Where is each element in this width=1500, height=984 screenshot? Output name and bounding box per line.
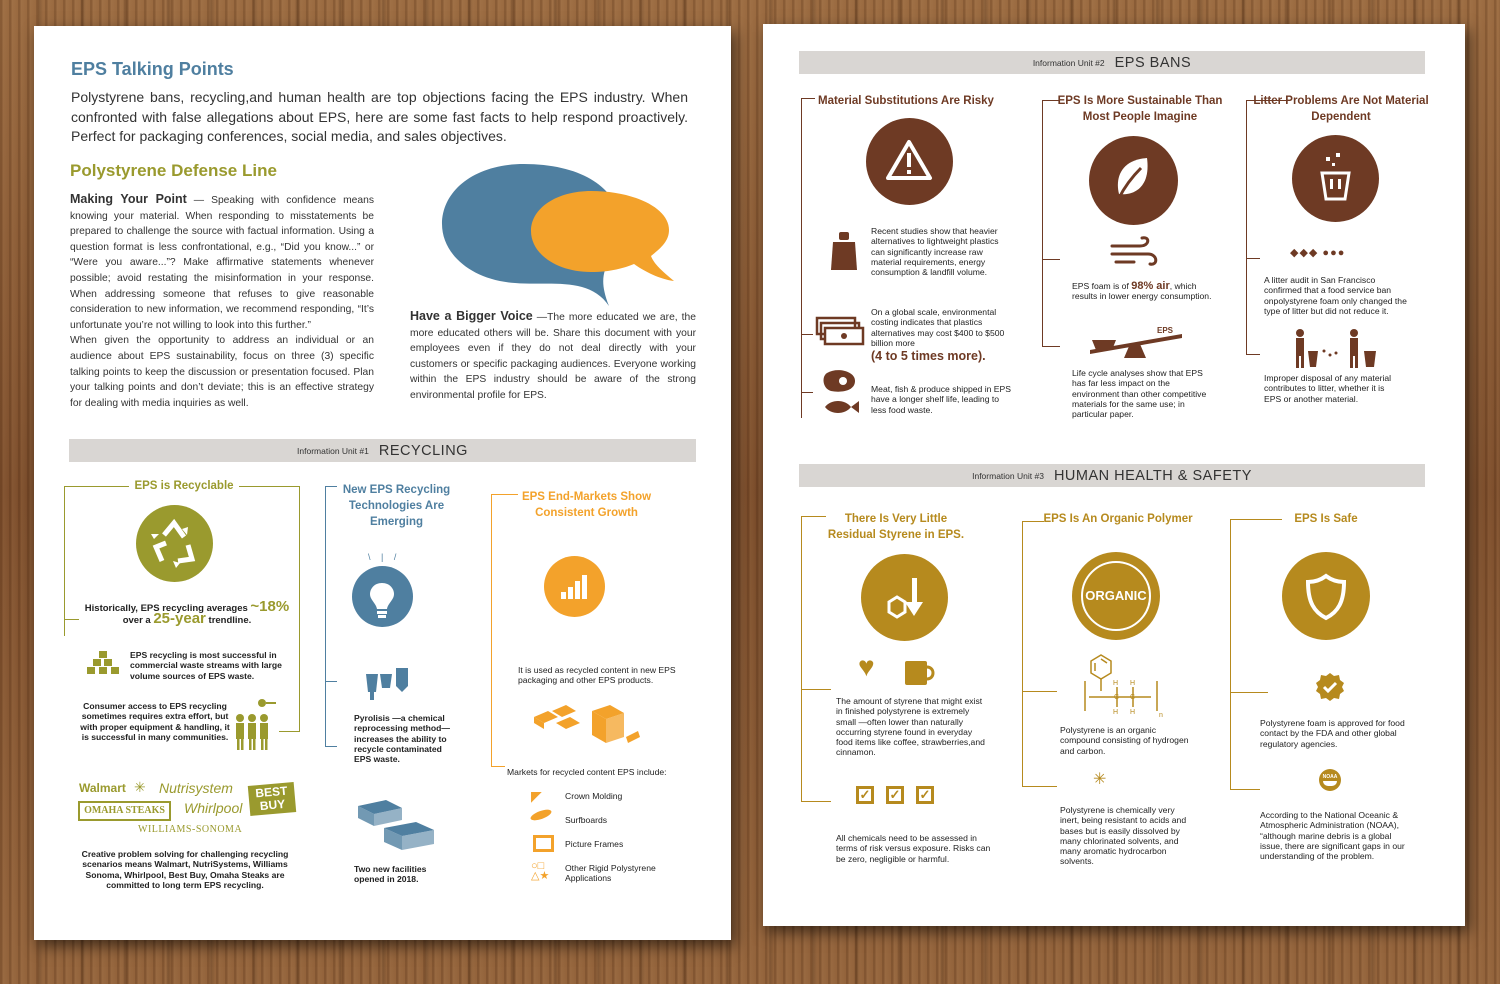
shield-icon bbox=[1282, 552, 1370, 640]
logo-bestbuy: BEST BUY bbox=[248, 782, 296, 816]
frame-line bbox=[279, 731, 300, 732]
check-icon: ✓ bbox=[916, 786, 934, 804]
frame-line bbox=[801, 392, 813, 393]
frame-line bbox=[1022, 521, 1044, 522]
spark-icon: ✳ bbox=[134, 779, 146, 795]
unit1-title: RECYCLING bbox=[378, 442, 468, 459]
page-title: EPS Talking Points bbox=[71, 59, 234, 79]
fact2-big: (4 to 5 times more). bbox=[871, 349, 986, 364]
svg-text:H: H bbox=[1113, 680, 1119, 687]
frame-line bbox=[1230, 519, 1282, 520]
bigger-voice-heading: Have a Bigger Voice bbox=[410, 309, 533, 323]
health-col2-heading: EPS Is An Organic Polymer bbox=[1043, 513, 1193, 525]
frame-line bbox=[239, 486, 299, 487]
col2-heading: New EPS Recycling Technologies Are Emerging bbox=[342, 484, 451, 528]
surfboard-icon bbox=[529, 807, 552, 822]
health-col2-fact2: Polystyrene is chemically very inert, being resistant to acids and bases but is easily dissolved by many chlorinated solvents, and many aromatic hydrocarbon solvents. bbox=[1060, 805, 1187, 867]
packaging-blocks-icon bbox=[532, 701, 642, 746]
frame-line bbox=[1022, 691, 1057, 692]
organic-label: ORGANIC bbox=[1085, 588, 1147, 603]
facilities-icon bbox=[356, 798, 436, 853]
frame-line bbox=[491, 494, 492, 766]
unit2-small: Information Unit #2 bbox=[1032, 57, 1105, 68]
styrene-down-icon bbox=[861, 554, 948, 641]
svg-text:H: H bbox=[1130, 680, 1136, 687]
frame-line bbox=[1230, 692, 1268, 693]
recycle-icon bbox=[136, 505, 213, 582]
fact2-text: On a global scale, environmental costing indicates that plastics alternatives may cost $400 to $500 billion more bbox=[871, 307, 1005, 348]
frame-line bbox=[801, 801, 831, 802]
unit3-title: HUMAN HEALTH & SAFETY bbox=[1053, 467, 1252, 484]
making-point-body2: When given the opportunity to address an individual or an audience about EPS sustainability, focus on three (3) specific talking points to keep the discussion or presentation focused. Plan your talking points and don’t deviate; this is an effective strategy for dealing with media inquiries as well. bbox=[70, 335, 374, 409]
speech-bubbles-icon bbox=[439, 156, 674, 316]
stat-big1: ~18% bbox=[250, 598, 290, 615]
market-item: Other Rigid Polystyrene Applications bbox=[565, 863, 656, 884]
frame-line bbox=[1246, 258, 1260, 259]
unit1-bar bbox=[69, 439, 696, 462]
health-col3-fact2: According to the National Oceanic & Atmospheric Administration (NOAA), “although marine debris is a global issue, there are significant gaps in our understanding of the problem. bbox=[1260, 810, 1405, 862]
making-point-body: — Speaking with confidence means knowing your material. When responding to misstatements be prepared to challenge the source with factual information. Using a question format is less confrontational, e.g., “Did you know...” or “Were you aware...”? Make affirmative statements whenever possible; avoid restating the misinformation in your response. When addressing someone that refuses to give reasonable consideration to new information, we recommend responding, “It’s unfortunate you’re not willing to look into this further.” bbox=[70, 195, 375, 331]
col2-fact2: Two new facilities opened in 2018. bbox=[354, 864, 427, 885]
frame-line bbox=[1022, 786, 1057, 787]
growth-chart-icon bbox=[544, 556, 605, 617]
frame-line bbox=[1246, 354, 1260, 355]
col3-fact1: It is used as recycled content in new EPS packaging and other EPS products. bbox=[518, 665, 676, 686]
bans-col1-fact1: Recent studies show that heavier alternatives to lightweight plastics can significantly increase raw material requirements, energy consumption & landfill volume. bbox=[871, 226, 999, 278]
frame-line bbox=[1022, 521, 1023, 786]
health-col1-fact1: The amount of styrene that might exist in finished polystyrene is extremely small —often lower than naturally occurring styrene found in everyday food items like coffee, strawberries,and cinnamon. bbox=[836, 696, 985, 758]
stat-big2: 25-year bbox=[153, 610, 206, 628]
svg-text:C: C bbox=[1130, 694, 1136, 701]
bans-col2-fact1 bbox=[1072, 281, 1217, 302]
intro-paragraph: Polystyrene bans, recycling,and human health are top objections facing the EPS industry. When confronted with false allegations about EPS, here are some fast facts to help respond proactively. Perfect for packaging conferences, social media, and sales objectives. bbox=[71, 89, 688, 144]
rigid-shapes-icon: ○□ △★ bbox=[531, 860, 550, 882]
frame-line bbox=[1042, 346, 1060, 347]
air-wind-icon bbox=[1110, 236, 1158, 272]
approved-seal-icon bbox=[1315, 672, 1345, 702]
scale-label: EPS bbox=[1157, 326, 1174, 335]
unit3-bar bbox=[799, 464, 1425, 487]
stat-mid: over a bbox=[122, 615, 154, 627]
frame-line bbox=[64, 619, 79, 620]
page-left bbox=[34, 26, 731, 940]
fact1-post: , which results in lower energy consumption. bbox=[1072, 281, 1212, 302]
people-disposal-icon bbox=[1292, 329, 1382, 369]
bans-col2-fact2: Life cycle analyses show that EPS has far less impact on the environment than other competitive materials for the same use; in particular paper. bbox=[1072, 368, 1207, 420]
fact1-pre: EPS foam is of bbox=[1072, 281, 1132, 291]
market-item: Surfboards bbox=[565, 815, 608, 825]
unit3-small: Information Unit #3 bbox=[972, 470, 1044, 481]
logo-whirlpool: Whirlpool bbox=[184, 800, 243, 816]
bans-col1-fact3: Meat, fish & produce shipped in EPS have a longer shelf life, leading to less food waste. bbox=[871, 384, 1011, 415]
logo-walmart: Walmart bbox=[79, 781, 126, 795]
col1-stat bbox=[82, 598, 292, 628]
logo-nutrisystem: Nutrisystem bbox=[159, 780, 233, 796]
unit2-title: EPS BANS bbox=[1114, 54, 1192, 71]
check-icon: ✓ bbox=[856, 786, 874, 804]
noaa-label: NOAA bbox=[1322, 774, 1338, 780]
bans-col2-heading: EPS Is More Sustainable Than Most People Imagine bbox=[1057, 95, 1223, 123]
bans-col3-fact1: A litter audit in San Francisco confirmed that a food service ban onpolystyrene foam only changed the type of litter but did not reduce it. bbox=[1264, 275, 1407, 316]
warning-icon bbox=[866, 118, 953, 205]
money-stack-icon bbox=[815, 316, 865, 348]
svg-text:H: H bbox=[1113, 709, 1119, 716]
bans-col1-heading: Material Substitutions Are Risky bbox=[818, 95, 994, 107]
burst-icon: ✳ bbox=[1093, 771, 1107, 788]
frame-line bbox=[325, 486, 326, 746]
trash-bin-icon bbox=[1292, 135, 1379, 222]
col1-fact2: EPS recycling is most successful in commercial waste streams with large volume sources of EPS waste. bbox=[130, 650, 282, 681]
svg-text:C: C bbox=[1114, 694, 1120, 701]
fact1-big: 98% air bbox=[1131, 280, 1170, 292]
frame-line bbox=[325, 746, 337, 747]
pyrolysis-icon bbox=[362, 666, 414, 702]
bigger-voice-text bbox=[410, 309, 696, 404]
col1-fact3: Consumer access to EPS recycling sometimes requires extra effort, but with proper equipment & handling, it is successful in many communities. bbox=[80, 701, 230, 742]
meat-fish-icon bbox=[821, 369, 861, 417]
frame-line bbox=[1230, 789, 1260, 790]
crown-molding-icon: ◤ bbox=[531, 788, 542, 804]
leaf-icon bbox=[1089, 136, 1178, 225]
markets-heading: Markets for recycled content EPS include: bbox=[507, 767, 667, 777]
frame-line bbox=[801, 98, 815, 99]
col2-fact1: Pyrolisis —a chemical reprocessing method—increases the ability to recycle contaminated EPS waste. bbox=[354, 713, 450, 765]
page-right bbox=[763, 24, 1465, 926]
logo-omaha-steaks: OMAHA STEAKS bbox=[78, 801, 171, 821]
bans-col1-fact2 bbox=[871, 307, 1011, 364]
frame-line bbox=[299, 486, 300, 731]
col1-fact4: Creative problem solving for challenging recycling scenarios means Walmart, NutriSystems, Williams Sonoma, Whirlpool, Best Buy, Omaha Steaks are committed to long term EPS recycling. bbox=[81, 849, 289, 890]
frame-line bbox=[64, 486, 129, 487]
health-col1-heading: There Is Very Little Residual Styrene in EPS. bbox=[827, 513, 965, 541]
market-item: Crown Molding bbox=[565, 791, 623, 801]
health-col1-fact2: All chemicals need to be assessed in terms of risk versus exposure. Risks can be zero, negligible or harmful. bbox=[836, 833, 991, 864]
unit2-bar bbox=[799, 51, 1425, 74]
frame-line bbox=[801, 516, 802, 801]
health-col2-fact1: Polystyrene is an organic compound consisting of hydrogen and carbon. bbox=[1060, 725, 1189, 756]
bigger-voice-body: —The more educated we are, the more educated others will be. Share this document with your employees even if they do not deal directly with your customers or specific packaging audiences. Everyone working within the EPS industry should be aware of the strong environmental profile for EPS. bbox=[410, 312, 696, 401]
frame-line bbox=[1230, 519, 1231, 789]
polystyrene-structure-icon bbox=[1081, 651, 1161, 719]
making-point-text bbox=[70, 192, 374, 411]
stat-post: trendline. bbox=[205, 615, 252, 627]
health-col3-heading: EPS Is Safe bbox=[1294, 513, 1358, 525]
frame-line bbox=[1042, 100, 1043, 346]
frame-line bbox=[1042, 259, 1060, 260]
community-icon bbox=[232, 698, 277, 753]
frame-line bbox=[801, 98, 802, 418]
frame-line bbox=[64, 486, 65, 636]
defense-title: Polystyrene Defense Line bbox=[70, 161, 277, 180]
bans-col3-fact2: Improper disposal of any material contributes to litter, whether it is EPS or another material. bbox=[1264, 373, 1392, 404]
check-icon: ✓ bbox=[886, 786, 904, 804]
balance-scale-icon bbox=[1086, 330, 1186, 360]
organic-badge-icon bbox=[1072, 552, 1160, 640]
stacked-blocks-icon bbox=[84, 649, 124, 679]
svg-text:H: H bbox=[1130, 709, 1136, 716]
unit1-small: Information Unit #1 bbox=[297, 445, 369, 456]
health-col3-fact1: Polystyrene foam is approved for food contact by the FDA and other global regulatory agencies. bbox=[1260, 718, 1405, 749]
glow-icon: \ | / bbox=[368, 552, 401, 562]
bans-col3-heading: Litter Problems Are Not Material Dependent bbox=[1253, 95, 1429, 123]
noaa-logo-icon bbox=[1319, 769, 1341, 791]
stat-pre: Historically, EPS recycling averages bbox=[84, 603, 251, 614]
frame-line bbox=[491, 766, 505, 767]
frame-line bbox=[801, 689, 831, 690]
col3-heading: EPS End-Markets Show Consistent Growth bbox=[521, 491, 652, 519]
picture-frame-icon bbox=[533, 835, 554, 852]
frame-line bbox=[801, 334, 813, 335]
frame-line bbox=[1246, 100, 1247, 354]
frame-line bbox=[325, 681, 337, 682]
weight-icon bbox=[829, 230, 859, 272]
coffee-mug-icon bbox=[903, 659, 937, 687]
making-point-heading: Making Your Point bbox=[70, 192, 187, 206]
market-item: Picture Frames bbox=[565, 839, 624, 849]
checkbox-row bbox=[856, 786, 934, 804]
svg-text:n: n bbox=[1159, 712, 1163, 719]
col1-heading: EPS is Recyclable bbox=[134, 480, 234, 492]
lightbulb-icon bbox=[352, 566, 413, 627]
litter-pieces-icon: ◆◆◆ ●●● bbox=[1290, 247, 1346, 259]
strawberry-icon: ♥ bbox=[858, 651, 875, 682]
logo-williams-sonoma: WILLIAMS-SONOMA bbox=[138, 824, 243, 835]
